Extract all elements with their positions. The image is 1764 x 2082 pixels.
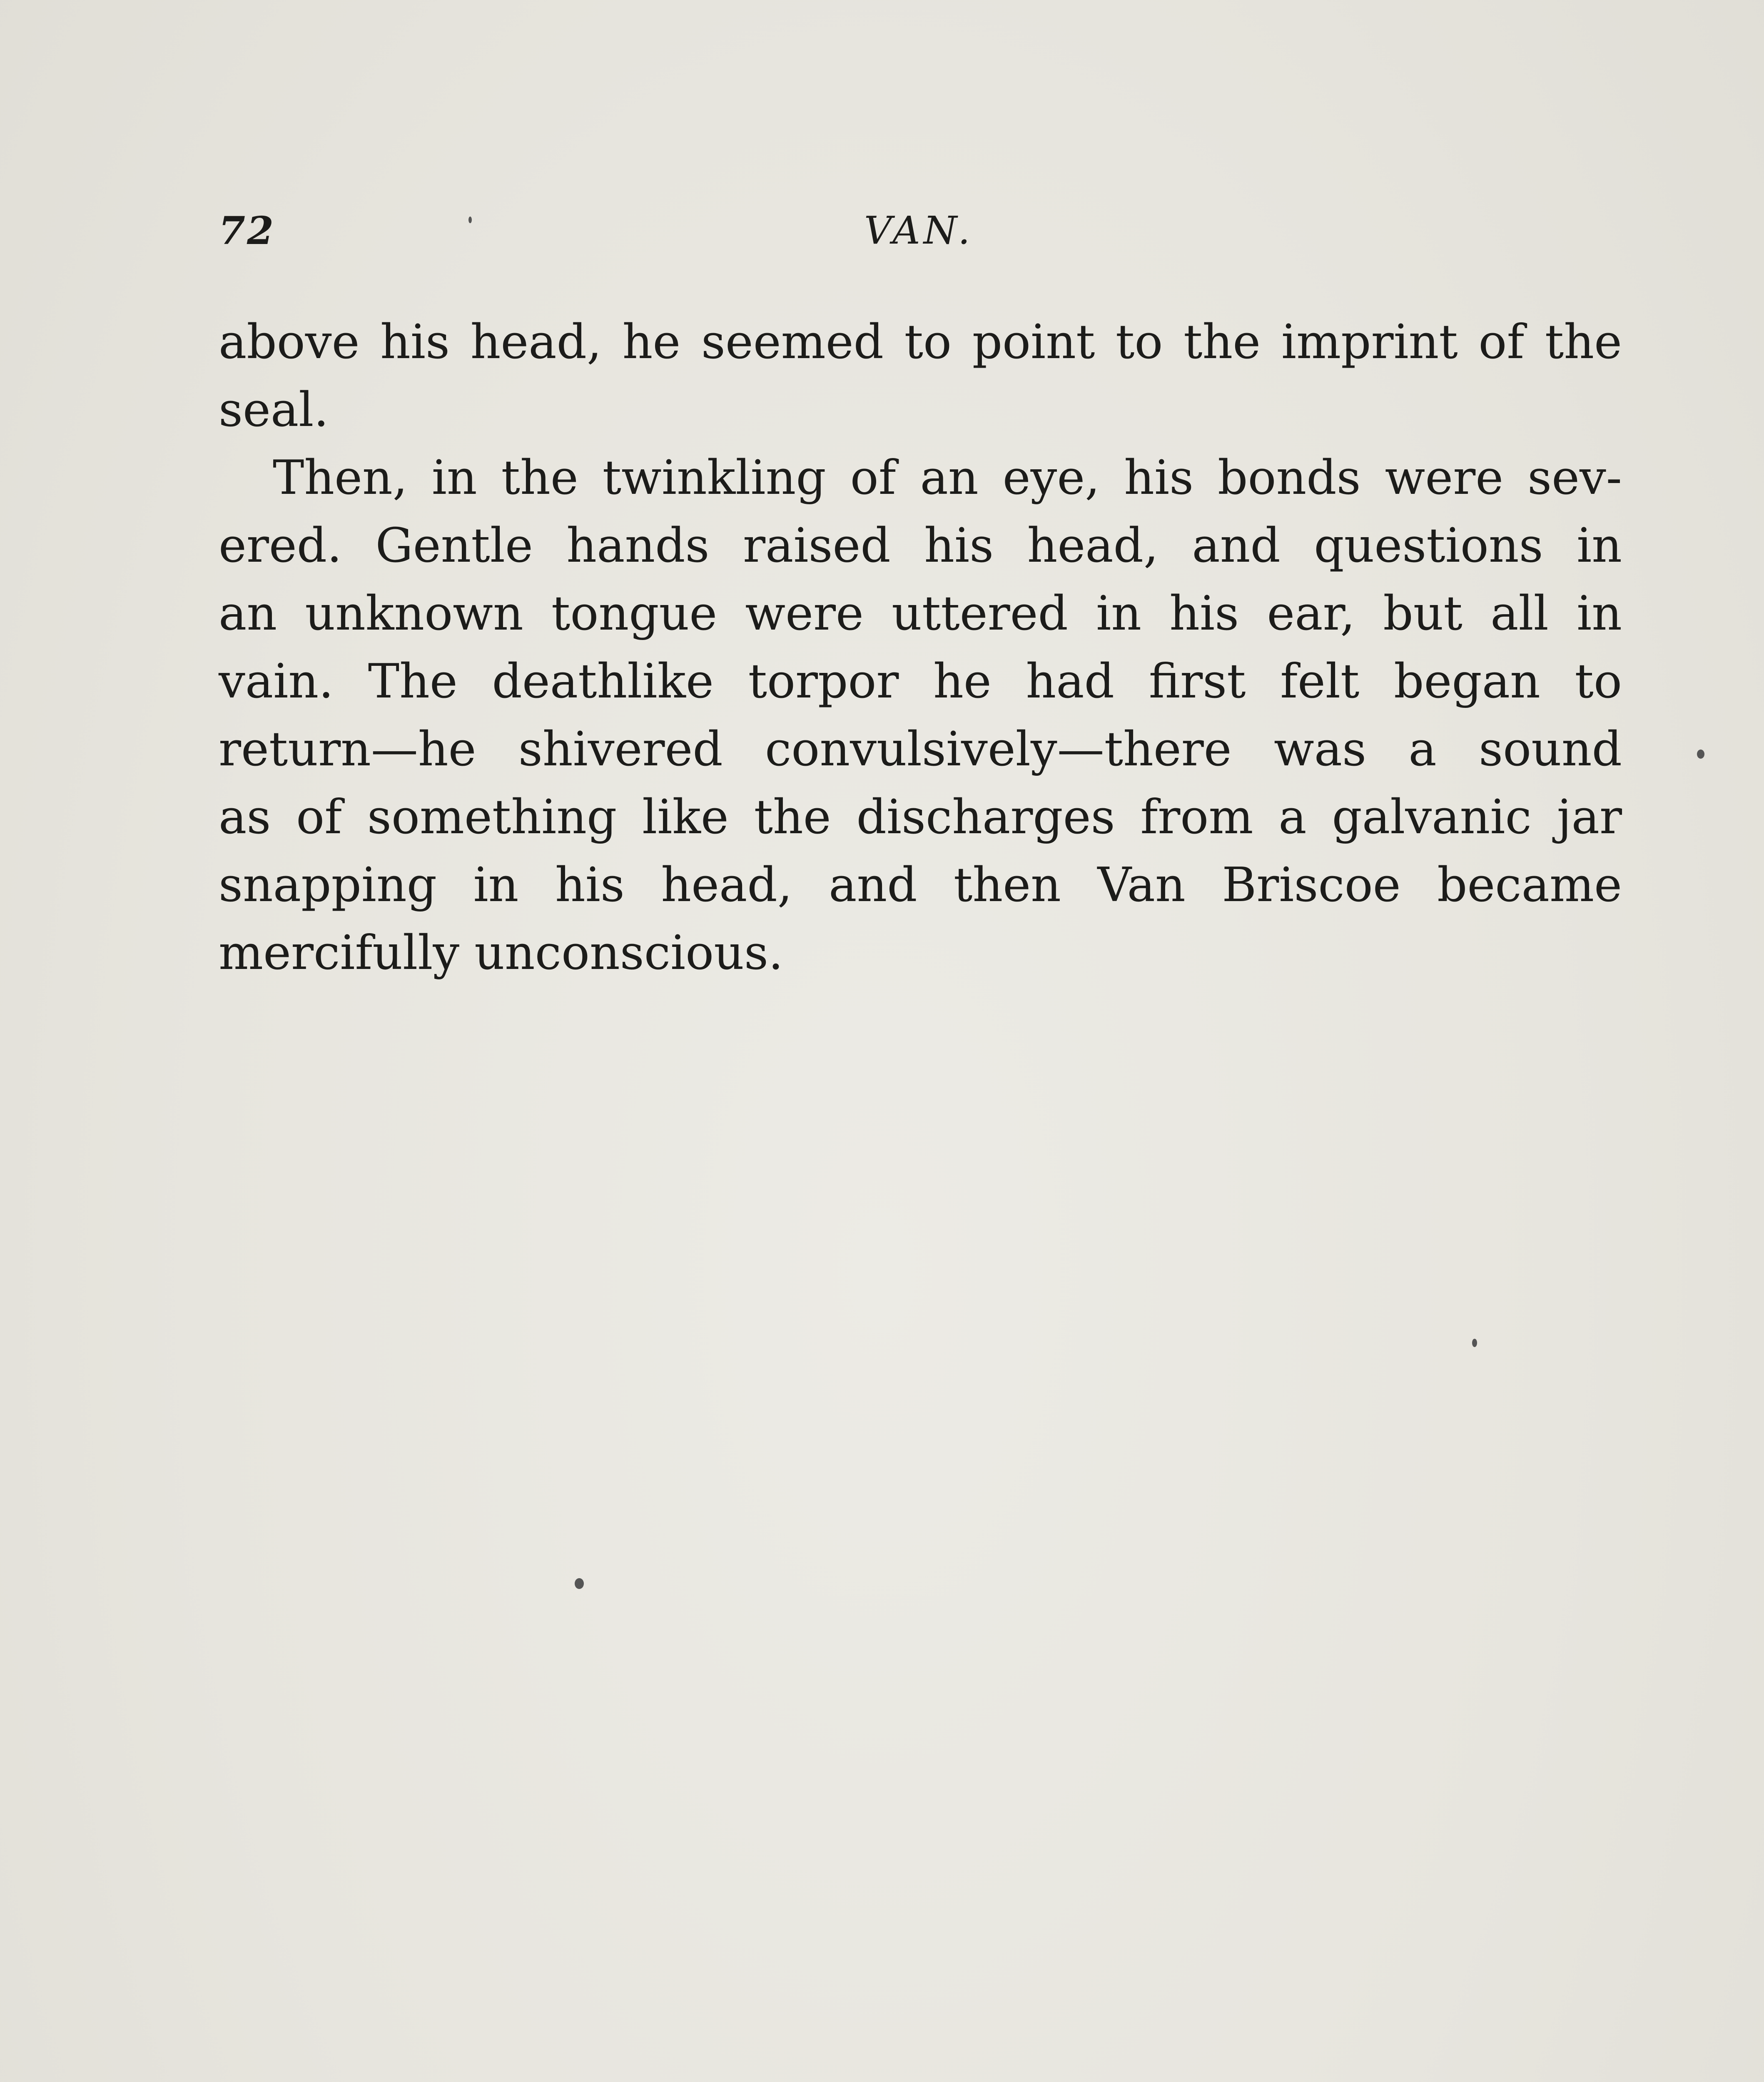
paper-speck: [575, 1578, 584, 1589]
paper-speck: [468, 217, 472, 223]
paper-speck: [1472, 1339, 1477, 1347]
text-line: mercifully unconscious.: [219, 925, 783, 980]
text-line: vain. The deathlike torpor he had first felt began to: [219, 654, 1622, 709]
page-header: [219, 208, 1622, 262]
paper-speck: [1697, 750, 1704, 759]
text-line: an unknown tongue were uttered in his ear, but all in: [219, 586, 1622, 641]
text-line: as of something like the discharges from a galvanic jar: [219, 789, 1622, 844]
page-number: 72: [219, 208, 276, 253]
text-line: seal.: [219, 382, 329, 437]
text-line: snapping in his head, and then Van Briscoe became: [219, 857, 1622, 912]
running-head: VAN.: [864, 208, 974, 253]
text-line: Then, in the twinkling of an eye, his bonds were sev-: [273, 450, 1622, 505]
text-line: return—he shivered convulsively—there was a sound: [219, 722, 1622, 777]
text-line: above his head, he seemed to point to the imprint of the: [219, 314, 1622, 369]
body-text: [219, 308, 1622, 987]
text-line: ered. Gentle hands raised his head, and questions in: [219, 518, 1622, 573]
